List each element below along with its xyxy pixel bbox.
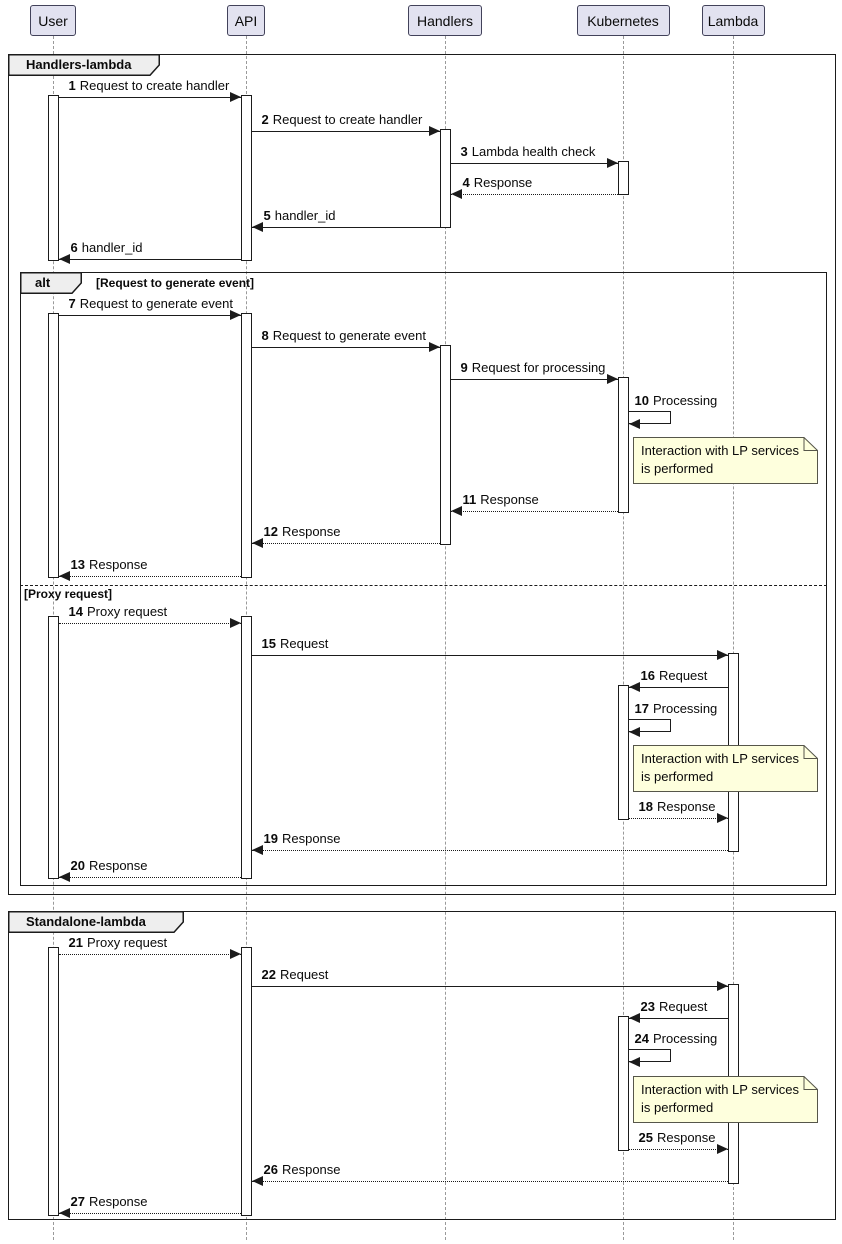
message-text: Response <box>480 492 539 507</box>
message-text: Request to generate event <box>272 328 426 343</box>
message-line <box>59 576 241 577</box>
arrowhead-icon <box>607 374 618 384</box>
message-line <box>59 97 241 98</box>
participant-handlers <box>408 5 482 36</box>
message-label <box>71 240 143 255</box>
arrowhead-icon <box>629 682 640 692</box>
message-number: 27 <box>70 1194 85 1209</box>
message-text: Response <box>88 858 148 873</box>
message-label <box>262 636 329 651</box>
message-line <box>451 511 618 512</box>
message-text: Response <box>88 557 148 572</box>
message-label <box>635 701 718 716</box>
message-number: 15 <box>261 636 276 651</box>
arrowhead-icon <box>717 981 728 991</box>
arrowhead-icon <box>607 158 618 168</box>
message-label <box>69 296 233 311</box>
message-number: 19 <box>263 831 278 846</box>
arrowhead-icon <box>59 254 70 264</box>
message-text: Request to create handler <box>272 112 423 127</box>
message-line <box>252 850 728 851</box>
message-line <box>252 131 440 132</box>
message-line <box>629 818 728 819</box>
message-line <box>59 954 241 955</box>
message-line <box>59 315 241 316</box>
message-number: 21 <box>68 935 83 950</box>
message-label <box>262 967 329 982</box>
message-number: 8 <box>261 328 269 343</box>
message-number: 10 <box>634 393 649 408</box>
message-line <box>59 1213 241 1214</box>
activation-bar-api <box>241 95 252 261</box>
message-text: Processing <box>652 701 718 716</box>
message-number: 7 <box>68 296 76 311</box>
message-number: 2 <box>261 112 269 127</box>
activation-bar-user <box>48 95 59 261</box>
message-text: Request <box>658 999 708 1014</box>
message-text: Response <box>656 1130 716 1145</box>
message-number: 18 <box>638 799 653 814</box>
arrowhead-icon <box>59 571 70 581</box>
message-line <box>451 163 618 164</box>
frame-title-standalone-lambda: Standalone-lambda <box>26 914 146 929</box>
message-label <box>641 999 708 1014</box>
message-text: Request <box>279 967 329 982</box>
message-label <box>71 557 148 572</box>
message-number: 25 <box>638 1130 653 1145</box>
note-text-line1: Interaction with LP services <box>641 1082 799 1097</box>
message-label <box>461 360 606 375</box>
activation-bar-user <box>48 313 59 578</box>
note-text-line1: Interaction with LP services <box>641 443 799 458</box>
arrowhead-icon <box>629 1057 640 1067</box>
message-text: Request for processing <box>471 360 606 375</box>
message-text: Response <box>88 1194 148 1209</box>
participant-user <box>30 5 76 36</box>
message-label <box>69 935 168 950</box>
alt-divider <box>20 585 827 586</box>
message-number: 13 <box>70 557 85 572</box>
message-number: 1 <box>68 78 76 93</box>
message-line <box>252 227 440 228</box>
arrowhead-icon <box>629 1013 640 1023</box>
message-text: Proxy request <box>86 935 168 950</box>
message-line <box>451 194 618 195</box>
activation-bar-api <box>241 947 252 1216</box>
arrowhead-icon <box>230 92 241 102</box>
message-number: 9 <box>460 360 468 375</box>
participant-label: Kubernetes <box>587 12 659 29</box>
activation-bar-kubernetes <box>618 377 629 513</box>
message-text: Processing <box>652 393 718 408</box>
message-number: 12 <box>263 524 278 539</box>
note-text-line2: is performed <box>641 769 714 784</box>
message-text: Response <box>281 1162 341 1177</box>
message-label <box>69 604 168 619</box>
activation-bar-handlers <box>440 345 451 545</box>
arrowhead-icon <box>717 650 728 660</box>
message-text: handler_id <box>81 240 143 255</box>
message-label <box>264 524 341 539</box>
participant-label: API <box>234 12 258 29</box>
message-label <box>71 1194 148 1209</box>
message-label <box>461 144 596 159</box>
message-label <box>635 393 718 408</box>
message-text: Response <box>281 831 341 846</box>
arrowhead-icon <box>252 1176 263 1186</box>
note-text-line1: Interaction with LP services <box>641 751 799 766</box>
arrowhead-icon <box>230 310 241 320</box>
frame-alt <box>20 272 827 886</box>
arrowhead-icon <box>451 506 462 516</box>
arrowhead-icon <box>252 222 263 232</box>
arrowhead-icon <box>717 813 728 823</box>
message-number: 3 <box>460 144 468 159</box>
message-line <box>629 1018 728 1019</box>
message-text: Response <box>281 524 341 539</box>
message-line <box>59 259 241 260</box>
message-label <box>264 208 336 223</box>
message-number: 22 <box>261 967 276 982</box>
participant-label: Lambda <box>707 12 759 29</box>
arrowhead-icon <box>230 949 241 959</box>
alt-guard-label: [Request to generate event] <box>96 276 255 290</box>
message-number: 26 <box>263 1162 278 1177</box>
frame-title-alt: alt <box>35 275 51 290</box>
arrowhead-icon <box>252 845 263 855</box>
activation-bar-kubernetes <box>618 685 629 820</box>
message-line <box>451 379 618 380</box>
alt-divider-label: [Proxy request] <box>24 587 113 601</box>
message-number: 5 <box>263 208 271 223</box>
message-line <box>629 1149 728 1150</box>
note-text-line2: is performed <box>641 1100 714 1115</box>
arrowhead-icon <box>451 189 462 199</box>
message-number: 20 <box>70 858 85 873</box>
message-text: Processing <box>652 1031 718 1046</box>
message-text: Response <box>656 799 716 814</box>
message-line <box>252 347 440 348</box>
message-text: handler_id <box>274 208 336 223</box>
message-number: 17 <box>634 701 649 716</box>
message-text: Lambda health check <box>471 144 596 159</box>
message-line <box>252 1181 728 1182</box>
message-line <box>59 623 241 624</box>
participant-lambda <box>702 5 765 36</box>
message-text: Request to create handler <box>79 78 230 93</box>
activation-bar-api <box>241 616 252 879</box>
activation-bar-api <box>241 313 252 578</box>
message-label <box>71 858 148 873</box>
note-text-line2: is performed <box>641 461 714 476</box>
message-label <box>641 668 708 683</box>
message-number: 16 <box>640 668 655 683</box>
activation-bar-user <box>48 947 59 1216</box>
message-line <box>252 986 728 987</box>
message-label <box>264 1162 341 1177</box>
message-text: Response <box>473 175 533 190</box>
arrowhead-icon <box>629 727 640 737</box>
arrowhead-icon <box>59 1208 70 1218</box>
message-label <box>639 1130 716 1145</box>
arrowhead-icon <box>629 419 640 429</box>
activation-bar-user <box>48 616 59 879</box>
participant-label: Handlers <box>416 12 474 29</box>
message-label <box>635 1031 718 1046</box>
frame-tab-alt <box>20 272 84 296</box>
message-line <box>629 687 728 688</box>
arrowhead-icon <box>59 872 70 882</box>
message-label <box>262 112 423 127</box>
message-label <box>262 328 426 343</box>
message-label <box>463 175 533 190</box>
arrowhead-icon <box>429 342 440 352</box>
message-number: 24 <box>634 1031 649 1046</box>
message-text: Proxy request <box>86 604 168 619</box>
activation-bar-kubernetes <box>618 161 629 195</box>
participant-label: User <box>38 12 68 29</box>
frame-standalone-lambda <box>8 911 836 1220</box>
message-line <box>252 655 728 656</box>
message-text: Request to generate event <box>79 296 233 311</box>
participant-kubernetes <box>577 5 670 36</box>
message-number: 14 <box>68 604 83 619</box>
frame-title-handlers-lambda: Handlers-lambda <box>26 57 132 72</box>
message-number: 23 <box>640 999 655 1014</box>
message-label <box>69 78 230 93</box>
message-number: 6 <box>70 240 78 255</box>
message-label <box>264 831 341 846</box>
message-number: 4 <box>462 175 470 190</box>
message-text: Request <box>279 636 329 651</box>
message-line <box>59 877 241 878</box>
activation-bar-handlers <box>440 129 451 228</box>
activation-bar-kubernetes <box>618 1016 629 1151</box>
message-label <box>463 492 539 507</box>
arrowhead-icon <box>230 618 241 628</box>
message-label <box>639 799 716 814</box>
arrowhead-icon <box>429 126 440 136</box>
message-line <box>252 543 440 544</box>
arrowhead-icon <box>717 1144 728 1154</box>
message-text: Request <box>658 668 708 683</box>
arrowhead-icon <box>252 538 263 548</box>
participant-api <box>227 5 265 36</box>
message-number: 11 <box>462 492 477 507</box>
